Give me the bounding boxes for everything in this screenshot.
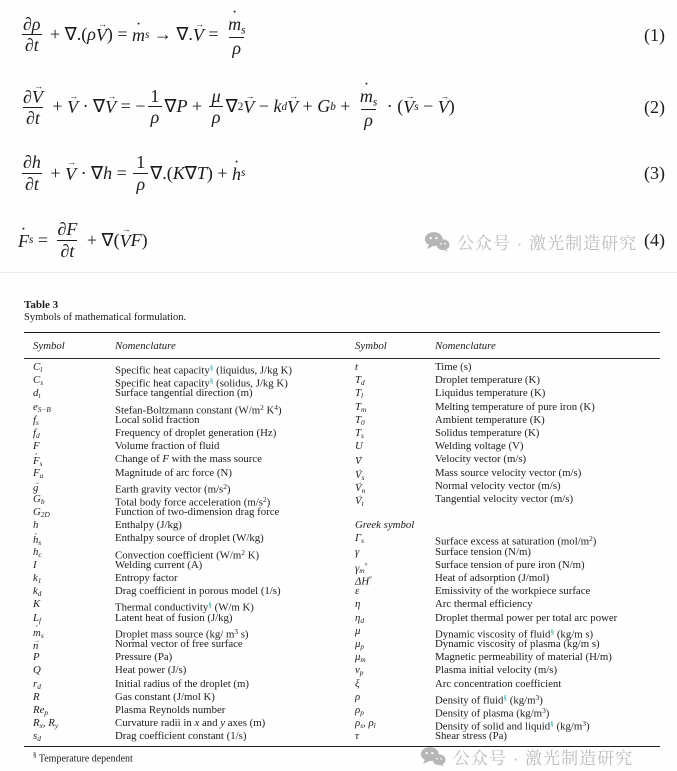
nomenclature-cell: Earth gravity vector $(m/s^2)$ [115, 481, 231, 495]
symbol-cell: Greek symbol [355, 519, 415, 532]
equation-body: $\frac{\partial V \to}{\partial t}$ + V → · ∇ V → = − $\frac{1}{\rho}$ ∇ P + $\frac{\mu}{\rho}$ ∇ 2 V → − k d V → + G b + $\frac{m \cdot s}{\rho}$ · ( V → s − V → ) [18, 84, 455, 130]
vector-symbol: V → [287, 95, 298, 118]
symbol-cell: η [355, 598, 361, 611]
symbol-cell: Q [33, 664, 41, 677]
nomenclature-cell: Tangential velocity vector (m/s) [435, 492, 574, 505]
equation-number: (1) [644, 24, 665, 45]
symbol-cell: Rep [33, 703, 49, 717]
table-row [33, 691, 660, 704]
nomenclature-cell: Total body force acceleration $(m/s^2)$ [115, 494, 271, 509]
symbol-cell: Gb [33, 492, 45, 506]
symbol-cell: γm° [355, 560, 368, 575]
fraction: $\frac{1}{\rho}$ [133, 152, 148, 193]
fraction: $\frac{m \cdot s}{\rho}$ [357, 84, 380, 130]
symbol-cell: ρ [355, 690, 361, 703]
nomenclature-cell: Droplet temperature (K) [435, 374, 540, 387]
column-header: Nomenclature [435, 339, 496, 352]
footnote-text: Temperature dependent [38, 753, 133, 765]
vector-symbol: V → [403, 95, 414, 118]
nomenclature-cell: Change of F with the mass source [115, 453, 262, 466]
table-row [33, 519, 660, 532]
nomenclature-cell: Melting temperature of pure iron (K) [435, 400, 595, 413]
table-body [33, 359, 660, 746]
symbol-cell: fs [33, 413, 39, 427]
symbol-cell: K [33, 598, 41, 611]
watermark-text: 公众号 · 激光制造研究 [453, 749, 634, 768]
vector-symbol: V → [243, 95, 254, 118]
vector-symbol: V → [120, 229, 131, 252]
table-row [33, 678, 660, 691]
table-title: Table 3 [24, 299, 59, 311]
nomenclature-cell: Ambient temperature (K) [435, 413, 545, 426]
vector-symbol: V → [193, 23, 204, 46]
nomenclature-cell: Normal velocity vector (m/s) [435, 479, 561, 492]
nomenclature-cell: Plasma Reynolds number [115, 703, 226, 716]
table-row [33, 532, 660, 548]
symbol-cell: τ [355, 730, 359, 743]
nomenclature-cell: Density of solid and liquid§ $(kg/m^3)$ [435, 719, 590, 733]
nomenclature-cell: Surface tension (N/m) [435, 545, 531, 558]
table-row [33, 598, 660, 614]
section-divider [0, 272, 677, 273]
table-row [33, 467, 660, 480]
vector-symbol: V → [355, 480, 362, 495]
equation-number: (3) [644, 162, 665, 183]
nomenclature-cell: Density of plasma $(kg/m^3)$ [435, 705, 550, 720]
nomenclature-cell: Normal vector of free surface [115, 637, 243, 650]
symbol-cell: eS−B [33, 400, 51, 414]
watermark-text: 公众号 · 激光制造研究 [457, 234, 638, 253]
nomenclature-cell: Welding voltage (V) [435, 440, 524, 453]
symbol-cell: kd [33, 585, 42, 599]
temperature-dependent-marker: § [550, 719, 554, 729]
nomenclature-cell: Surface tension of pure iron (N/m) [435, 558, 585, 571]
symbol-cell: F ·s [33, 453, 115, 470]
table-row [33, 717, 660, 733]
table-row [33, 703, 660, 720]
table-row [33, 730, 660, 743]
fraction: $\frac{\partial h}{\partial t}$ [23, 152, 41, 194]
equation-body: $\frac{\partial\rho}{\partial t}$ + ∇.( ρ V → ) = m · s → ∇. V → = $\frac{m \cdot s}{\rho}$ [18, 12, 250, 58]
nomenclature-cell: Heat of adsorption (J/mol) [435, 572, 550, 584]
table-row [33, 546, 660, 559]
table-row [33, 638, 660, 651]
nomenclature-cell: Entropy factor [115, 572, 178, 584]
symbol-cell: Cl [33, 361, 43, 374]
nomenclature-cell: Droplet thermal power per total arc power [435, 611, 618, 624]
symbol-cell: t [355, 361, 358, 373]
equation-number: (2) [644, 96, 665, 117]
symbol-cell: sd [33, 730, 41, 744]
symbol-cell: m ·s [33, 625, 115, 642]
table-row [33, 492, 660, 509]
symbol-cell: Fa [33, 466, 44, 480]
equation-1 [18, 6, 665, 64]
table-row [33, 572, 660, 588]
symbol-cell: V →s [355, 467, 435, 484]
table-row [33, 612, 660, 625]
vector-symbol: V → [96, 23, 107, 46]
symbol-cell: G2D [33, 506, 50, 519]
table-row [33, 506, 660, 519]
watermark-top [424, 229, 637, 254]
nomenclature-cell: Velocity vector (m/s) [435, 453, 527, 466]
table-row [33, 651, 660, 664]
nomenclature-cell: Mass source velocity vector (m/s) [435, 466, 582, 479]
nomenclature-cell: Magnetic permeability of material (H/m) [435, 651, 612, 664]
symbol-cell: ξ [355, 677, 360, 690]
nomenclature-cell: Dynamic viscosity of fluid§ (kg/m s) [435, 626, 594, 641]
table-row [33, 427, 660, 440]
nomenclature-cell: Drag coefficient in porous model (1/s) [115, 585, 281, 598]
fraction: $\frac{m \cdot s}{\rho}$ [225, 12, 248, 58]
table-row [33, 558, 660, 575]
nomenclature-cell: Time (s) [435, 361, 472, 373]
table-row [33, 401, 660, 414]
fraction: $\frac{\partial V \to}{\partial t}$ [20, 85, 46, 128]
nomenclature-cell: Surface excess at saturation $(mol/m^2)$ [435, 534, 597, 548]
symbol-cell: I [33, 558, 37, 571]
symbol-cell: V →t [355, 493, 435, 510]
nomenclature-cell: Solidus temperature (K) [435, 426, 540, 439]
symbol-cell: F [33, 440, 40, 453]
equation-2 [18, 78, 665, 136]
symbol-cell: h [33, 519, 39, 532]
symbol-cell: R [33, 690, 40, 703]
temperature-dependent-marker: § [208, 600, 212, 610]
nomenclature-cell: Frequency of droplet generation (Hz) [115, 426, 277, 439]
symbol-cell: Γs [355, 532, 365, 546]
dot-accent-symbol: m · [132, 23, 145, 46]
fraction: $\frac{\partial F}{\partial t}$ [57, 219, 78, 261]
equation-number: (4) [644, 229, 665, 250]
dot-accent-symbol: m · [228, 12, 241, 34]
nomenclature-cell: Volume fraction of fluid [115, 440, 220, 453]
column-header: Symbol [355, 339, 387, 352]
column-header: Nomenclature [115, 339, 176, 352]
symbol-cell: Ts [355, 426, 364, 440]
table-row [33, 624, 660, 641]
nomenclature-cell: Shear stress (Pa) [435, 730, 507, 743]
symbol-cell: Cs [33, 374, 44, 388]
wechat-icon [424, 231, 450, 252]
equation-body: $\frac{\partial h}{\partial t}$ + V → · ∇ h = $\frac{1}{\rho}$ ∇.( K ∇ T ) + h · s [18, 152, 245, 193]
nomenclature-cell: Liquidus temperature (K) [435, 387, 546, 400]
nomenclature-cell: Magnitude of arc force (N) [115, 466, 232, 479]
vector-symbol: V → [355, 467, 362, 482]
symbols-table [24, 332, 660, 747]
symbol-cell: hc [33, 545, 42, 559]
table-header-row [24, 333, 660, 359]
symbol-cell: ηd [355, 611, 365, 625]
vector-symbol: g → [33, 480, 38, 495]
fraction: $\frac{\partial\rho}{\partial t}$ [23, 14, 41, 56]
vector-symbol: V → [67, 95, 78, 118]
symbol-cell: Rx, Ry [33, 717, 59, 730]
nomenclature-cell: Stefan-Boltzmann constant ($W/m^2$ $K^4$) [115, 402, 282, 416]
equation-body: F · s = $\frac{\partial F}{\partial t}$ + ∇( V → F ) [18, 219, 148, 260]
vector-symbol: V → [105, 95, 116, 118]
symbol-cell: μm [355, 651, 366, 664]
nomenclature-cell: Thermal conductivity§ (W/m K) [115, 600, 254, 614]
table-row [33, 440, 660, 453]
symbol-cell: ρp [355, 703, 364, 717]
equation-3 [18, 144, 665, 202]
symbol-cell: h ·s [33, 532, 115, 549]
symbol-cell: μ [355, 624, 361, 637]
column-header: Symbol [33, 339, 65, 352]
vector-symbol: V → [355, 493, 362, 508]
fraction: $\frac{1}{\rho}$ [147, 86, 162, 127]
nomenclature-cell: Latent heat of fusion (J/kg) [115, 611, 233, 624]
nomenclature-cell: Enthalpy source of droplet (W/kg) [115, 532, 264, 545]
table-row [33, 453, 660, 469]
nomenclature-cell: Convection coefficient ($W/m^2$ K) [115, 547, 260, 561]
nomenclature-cell: Plasma initial velocity (m/s) [435, 664, 558, 677]
vector-symbol: V → [65, 162, 76, 185]
nomenclature-cell: Dynamic viscosity of plasma (kg/m s) [435, 637, 600, 650]
footnote-marker: § [33, 751, 37, 760]
symbol-cell: Tl [355, 387, 364, 401]
nomenclature-cell: Local solid fraction [115, 413, 200, 426]
nomenclature-cell [435, 519, 660, 532]
nomenclature-cell: Pressure (Pa) [115, 651, 173, 664]
nomenclature-cell: Specific heat capacity§ (solidus, J/kg K) [115, 376, 288, 390]
nomenclature-cell: Drag coefficient constant (1/s) [115, 730, 247, 743]
dot-accent-symbol: F · [33, 453, 40, 468]
nomenclature-cell: Density of fluid§ $(kg/m^3)$ [435, 692, 543, 706]
dot-accent-symbol: m · [360, 84, 373, 106]
vector-symbol: V → [438, 95, 449, 118]
symbol-cell: Tm [355, 400, 367, 414]
symbol-cell: k1 [33, 572, 42, 585]
vector-symbol: V → [32, 85, 43, 107]
vector-symbol: n → [33, 638, 38, 653]
dot-accent-symbol: h · [232, 162, 241, 185]
nomenclature-cell: Gas constant (J/mol K) [115, 690, 215, 703]
symbol-cell: Td [355, 374, 365, 388]
table-row [33, 361, 660, 377]
symbol-cell: γ [355, 545, 360, 558]
table-row [33, 585, 660, 598]
table-row [33, 480, 660, 493]
nomenclature-cell: Initial radius of the droplet (m) [115, 677, 250, 690]
symbols-table-section [24, 299, 660, 765]
nomenclature-cell: Welding current (A) [115, 558, 203, 571]
nomenclature-cell: Enthalpy (J/kg) [115, 519, 182, 532]
nomenclature-cell: Function of two-dimension drag force [115, 506, 280, 519]
nomenclature-cell: Heat power (J/s) [115, 664, 187, 677]
table-row [33, 387, 660, 400]
dot-accent-symbol: F · [18, 229, 29, 252]
table-caption: Symbols of mathematical formulation. [24, 312, 187, 323]
nomenclature-cell: Surface tangential direction (m) [115, 387, 253, 400]
nomenclature-cell: Arc thermal efficiency [435, 598, 533, 611]
symbol-cell: V →n [355, 480, 435, 497]
symbol-cell: νp [355, 664, 364, 678]
watermark-bottom [420, 744, 633, 769]
fraction: $\frac{\mu}{\rho}$ [209, 86, 224, 127]
symbol-cell: U [355, 440, 363, 453]
nomenclature-cell: Emissivity of the workpiece surface [435, 585, 591, 598]
symbol-cell: Lf [33, 611, 42, 625]
symbol-cell: ε [355, 585, 360, 598]
wechat-icon [420, 746, 446, 767]
temperature-dependent-marker: § [209, 376, 214, 386]
symbol-cell: fd [33, 426, 40, 440]
nomenclature-cell: Curvature radii in x and y axes (m) [115, 717, 266, 730]
nomenclature-cell: Arc concentration coefficient [435, 677, 562, 690]
symbol-cell: ΔH° [355, 574, 373, 588]
table-row [33, 374, 660, 390]
temperature-dependent-marker: § [503, 692, 508, 702]
table-row [33, 414, 660, 427]
symbol-cell: ρs, ρl [355, 717, 376, 730]
nomenclature-cell: Droplet mass source (kg/ $m^3$ s) [115, 626, 249, 641]
dot-accent-symbol: h · [33, 532, 38, 547]
symbol-cell: rd [33, 677, 41, 691]
nomenclature-cell: Specific heat capacity§ (liquidus, J/kg K) [115, 363, 292, 377]
temperature-dependent-marker: § [550, 626, 555, 636]
symbol-cell: μp [355, 637, 365, 651]
table-row [33, 664, 660, 677]
symbol-cell: P [33, 651, 40, 664]
dot-accent-symbol: m · [33, 625, 41, 640]
vector-symbol: V → [355, 453, 362, 468]
symbol-cell: dt [33, 387, 41, 401]
symbol-cell: T0 [355, 413, 365, 427]
temperature-dependent-marker: § [209, 363, 214, 372]
